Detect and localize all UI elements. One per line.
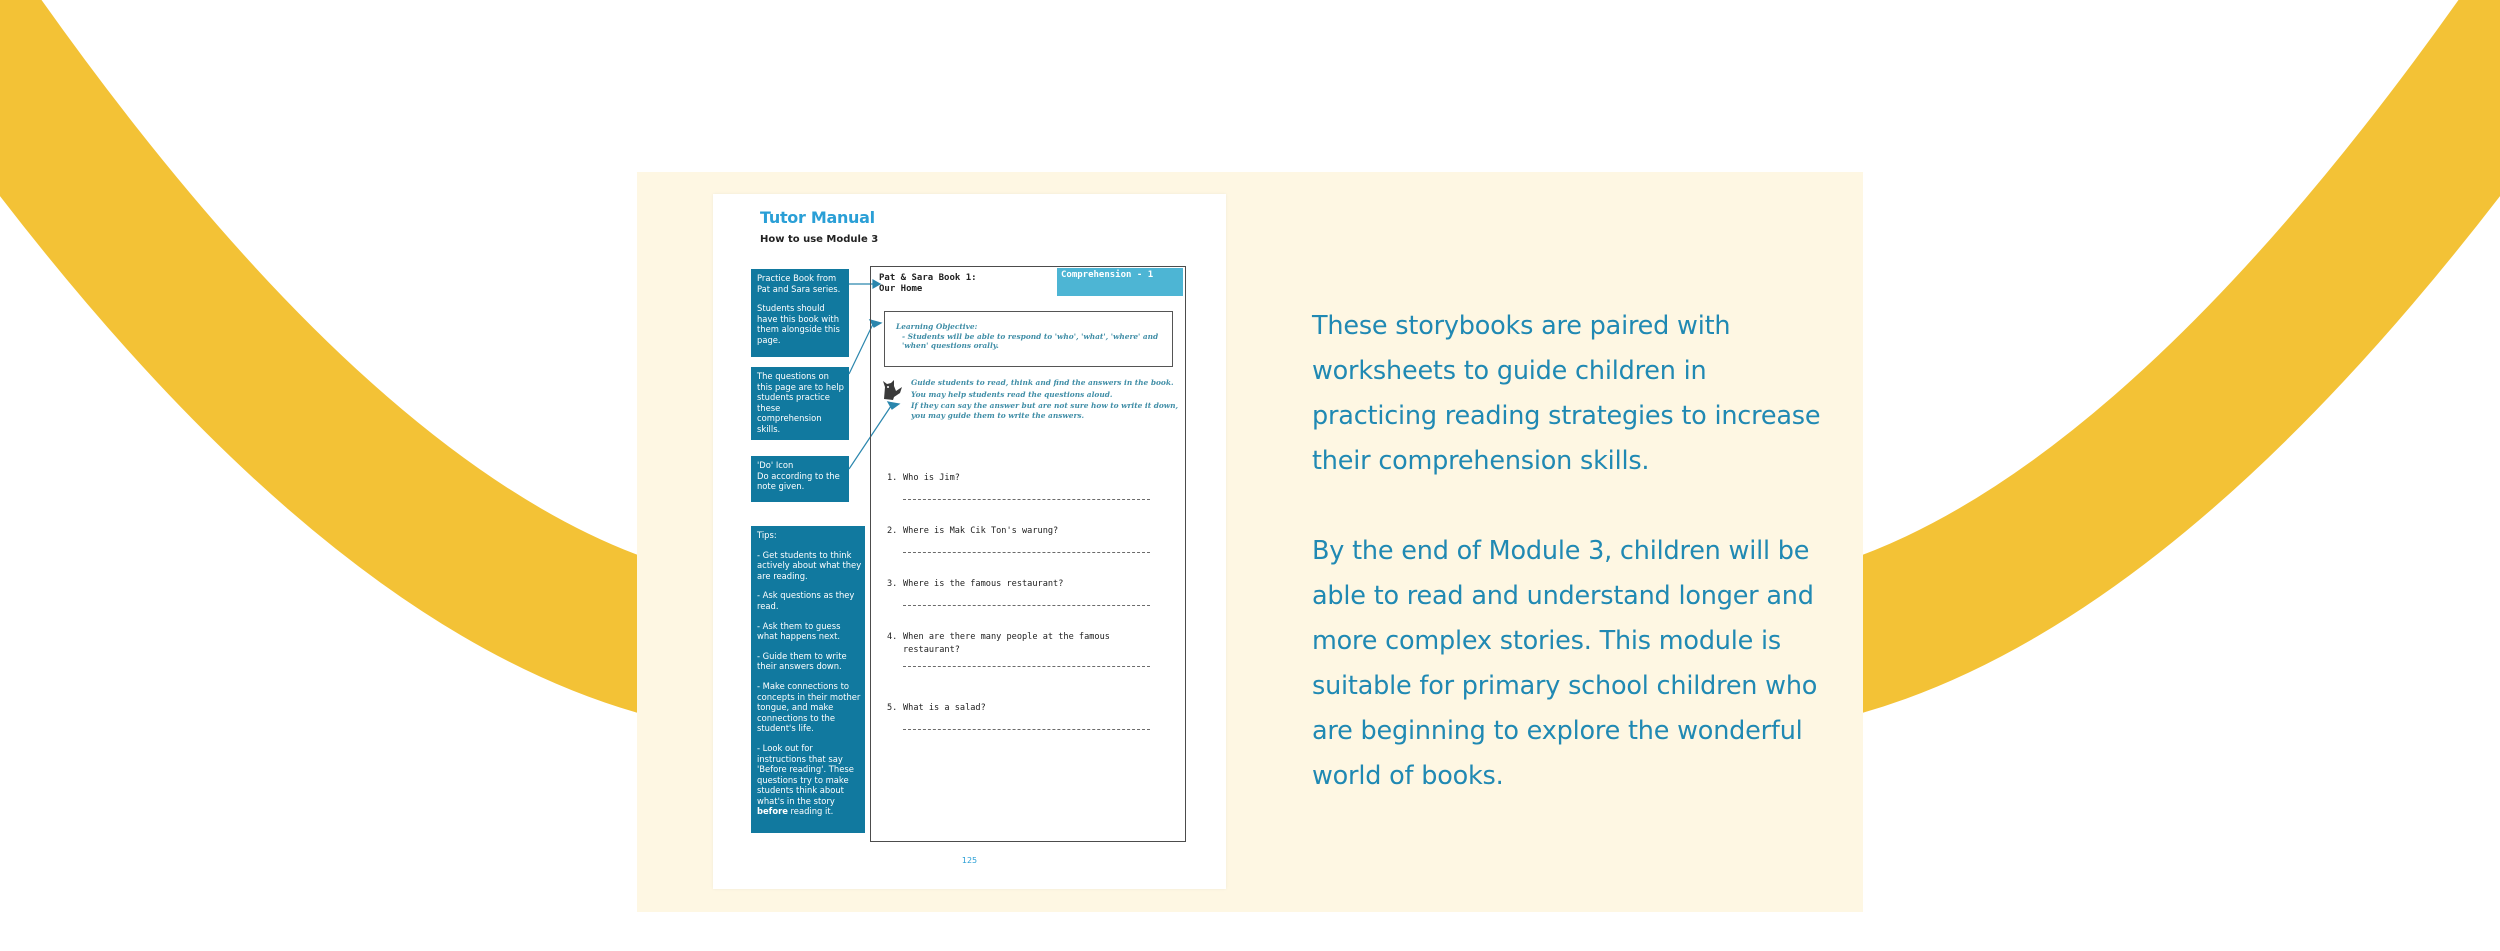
tip-item: - Guide them to write their answers down. xyxy=(757,650,847,672)
question-item xyxy=(887,702,1157,730)
tip-item: - Ask questions as they read. xyxy=(757,590,855,611)
comprehension-worksheet xyxy=(870,266,1186,842)
manual-title: Tutor Manual xyxy=(760,208,875,227)
note-text: 'Do' Icon xyxy=(757,460,794,470)
manual-subtitle: How to use Module 3 xyxy=(760,234,879,245)
answer-line xyxy=(903,552,1150,553)
tutor-guidance xyxy=(911,378,1181,422)
guidance-line: Guide students to read, think and find the answers in the book. xyxy=(911,378,1174,387)
book-title-line: Our Home xyxy=(879,284,923,294)
description-paragraph: These storybooks are paired with worksheets to guide children in practicing reading strategies to increase their comprehension skills. xyxy=(1312,311,1821,476)
tip-item: - Make connections to concepts in their mother tongue, and make connections to the student's life. xyxy=(757,680,861,734)
question-number: 5. xyxy=(887,703,898,713)
question-number: 3. xyxy=(887,579,898,589)
module-description xyxy=(1312,304,1832,844)
question-item xyxy=(887,578,1157,606)
comprehension-tag: Comprehension - 1 xyxy=(1057,268,1183,296)
description-paragraph: By the end of Module 3, children will be able to read and understand longer and more complex stories. This module is suitable for primary school children who are beginning to explore the wonderful world of books. xyxy=(1312,536,1818,791)
tip-item: - Get students to think actively about what they are reading. xyxy=(757,549,862,581)
tip-item: - Ask them to guess what happens next. xyxy=(757,620,841,642)
module-info-card xyxy=(637,172,1863,912)
question-number: 2. xyxy=(887,526,898,536)
note-text: Students should have this book with them alongside this page. xyxy=(757,303,840,345)
answer-line xyxy=(903,605,1150,606)
tip-text: reading it. xyxy=(787,806,834,817)
question-text: Where is Mak Cik Ton's warung? xyxy=(903,526,1059,536)
answer-line xyxy=(903,666,1150,667)
question-text: When are there many people at the famous restaurant? xyxy=(903,632,1110,655)
tip-text: - Look out for instructions that say 'Before reading'. These questions try to make students think about what's in the story xyxy=(757,742,854,806)
question-text: Who is Jim? xyxy=(903,473,960,483)
objective-text: - Students will be able to respond to 'who', 'what', 'where' and 'when' questions orally. xyxy=(902,331,1159,350)
objective-heading: Learning Objective: xyxy=(896,322,978,331)
question-number: 4. xyxy=(887,632,898,642)
cat-do-icon xyxy=(880,377,906,401)
question-item xyxy=(887,631,1157,667)
page-number: 125 xyxy=(961,856,978,865)
answer-line xyxy=(903,499,1150,500)
question-number: 1. xyxy=(887,473,898,483)
book-title-line: Pat & Sara Book 1: xyxy=(879,273,977,283)
guidance-line: You may help students read the questions aloud. xyxy=(911,389,1113,399)
guidance-line: If they can say the answer but are not sure how to write it down, you may guide them to write the answers. xyxy=(911,401,1179,420)
tips-heading: Tips: xyxy=(757,530,777,540)
note-text: Practice Book from Pat and Sara series. xyxy=(757,273,841,294)
question-text: Where is the famous restaurant? xyxy=(903,579,1064,589)
question-item xyxy=(887,525,1157,553)
learning-objective-box xyxy=(884,311,1173,367)
answer-line xyxy=(903,729,1150,730)
tutor-manual-page-image xyxy=(713,194,1226,889)
question-item xyxy=(887,472,1157,500)
note-text: The questions on this page are to help students practice these comprehension skills. xyxy=(757,371,844,434)
question-text: What is a salad? xyxy=(903,703,986,713)
worksheet-book-title xyxy=(879,273,977,295)
tip-bold: before xyxy=(757,806,788,817)
note-text: Do according to the note given. xyxy=(757,470,840,492)
